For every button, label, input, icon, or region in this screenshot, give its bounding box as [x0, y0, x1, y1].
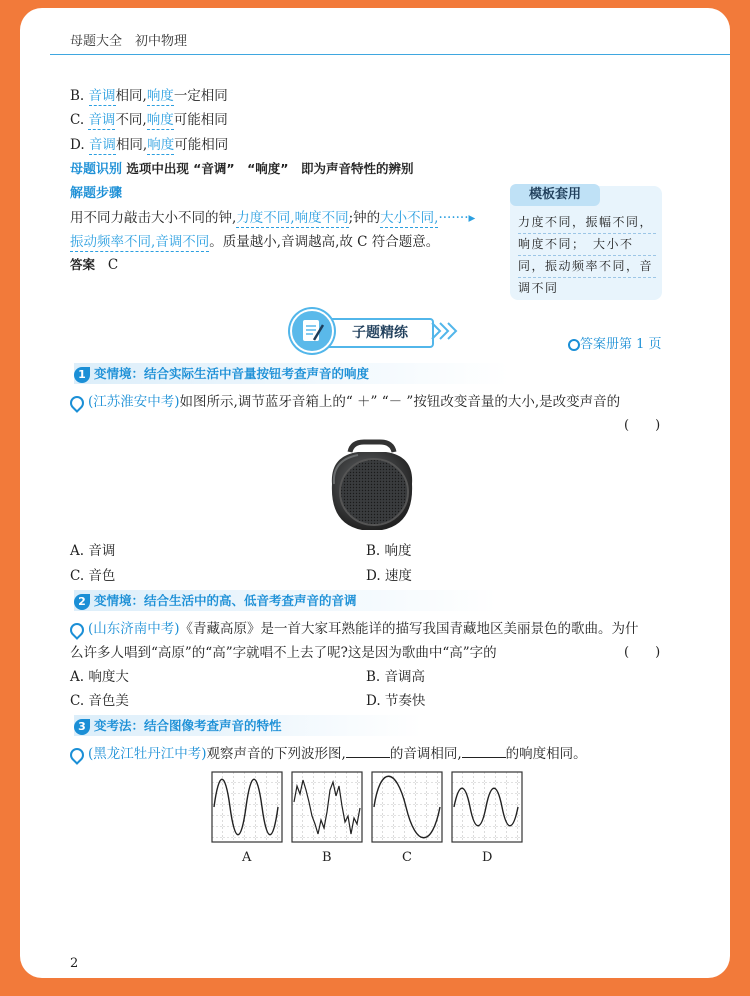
q2-heading: 2 变情境：结合生活中的高、低音考查声音的音调 [74, 590, 497, 611]
q3-heading: 3 变考法：结合图像考查声音的特性 [74, 715, 422, 736]
steps-line-1: 用不同力敲击大小不同的钟,力度不同,响度不同;钟的大小不同,·······▸ [70, 210, 476, 226]
location-pin-icon [67, 745, 87, 765]
prev-option-b: B. 音调相同,响度一定相同 [70, 88, 228, 104]
page-number: 2 [70, 956, 79, 971]
notebook-pen-icon [290, 309, 334, 353]
q1-answer-paren: ( ) [624, 418, 661, 433]
key-icon [568, 339, 580, 351]
waveform-b [292, 772, 362, 842]
q1-heading: 1 变情境：结合实际生活中音量按钮考查声音的响度 [74, 363, 509, 384]
q2-option-b: B. 音调高 [366, 669, 426, 685]
waveform-c [372, 772, 442, 842]
prev-option-d: D. 音调相同,响度可能相同 [70, 137, 229, 153]
steps-label: 解题步骤 [70, 186, 123, 201]
q1-option-c: C. 音色 [70, 568, 116, 584]
waveform-a [212, 772, 282, 842]
waveform-label-b: B [322, 850, 332, 865]
q3-text: (黑龙江牡丹江中考)观察声音的下列波形图, 的音调相同, 的响度相同。 [70, 742, 587, 762]
steps-line-2: 振动频率不同,音调不同。质量越小,音调越高,故 C 符合题意。 [70, 234, 440, 250]
q1-text: (江苏淮安中考)如图所示,调节蓝牙音箱上的“ ＋” “－ ”按钮改变音量的大小,是改变声音的 [70, 390, 620, 410]
q2-text-2: 么许多人唱到“高原”的“高”字就唱不上去了呢?这是因为歌曲中“高”字的 [70, 645, 497, 661]
page-header [20, 8, 730, 56]
document-page [20, 8, 730, 978]
q1-option-d: D. 速度 [366, 568, 412, 584]
q3-blank-2[interactable] [462, 757, 506, 758]
waveform-diagrams [210, 770, 530, 846]
q1-option-a: A. 音调 [70, 543, 116, 559]
waveform-label-c: C [402, 850, 412, 865]
answer-line: 答案 C [70, 257, 119, 273]
answer-reference: 答案册第 1 页 [568, 333, 662, 352]
header-title: 母题大全 初中物理 [70, 34, 188, 49]
waveform-label-d: D [482, 850, 493, 865]
q2-option-c: C. 音色美 [70, 693, 129, 709]
location-pin-icon [67, 620, 87, 640]
q1-option-b: B. 响度 [366, 543, 412, 559]
section-title: 子题精练 [352, 325, 408, 341]
template-box [510, 186, 662, 300]
template-text: 力度不同，振幅不同， 响度不同； 大小不 同，振动频率不同，音 调不同 [518, 212, 656, 299]
chevrons-icon [430, 321, 460, 341]
q2-option-a: A. 响度大 [70, 669, 129, 685]
q2-text-1: (山东济南中考)《青藏高原》是一首大家耳熟能详的描写我国青藏地区美丽景色的歌曲。为什 [70, 617, 639, 637]
prev-option-c: C. 音调不同,响度可能相同 [70, 112, 228, 128]
waveform-d [452, 772, 522, 842]
q2-answer-paren: ( ) [624, 645, 661, 660]
bluetooth-speaker-image [322, 438, 422, 538]
identify-line: 母题识别 选项中出现 “音调” “响度” 即为声音特性的辨别 [70, 161, 414, 177]
q2-option-d: D. 节奏快 [366, 693, 426, 709]
template-title: 模板套用 [510, 184, 600, 206]
header-rule [50, 54, 730, 55]
location-pin-icon [67, 393, 87, 413]
q3-blank-1[interactable] [346, 757, 390, 758]
waveform-label-a: A [242, 850, 252, 865]
section-header [290, 309, 460, 351]
